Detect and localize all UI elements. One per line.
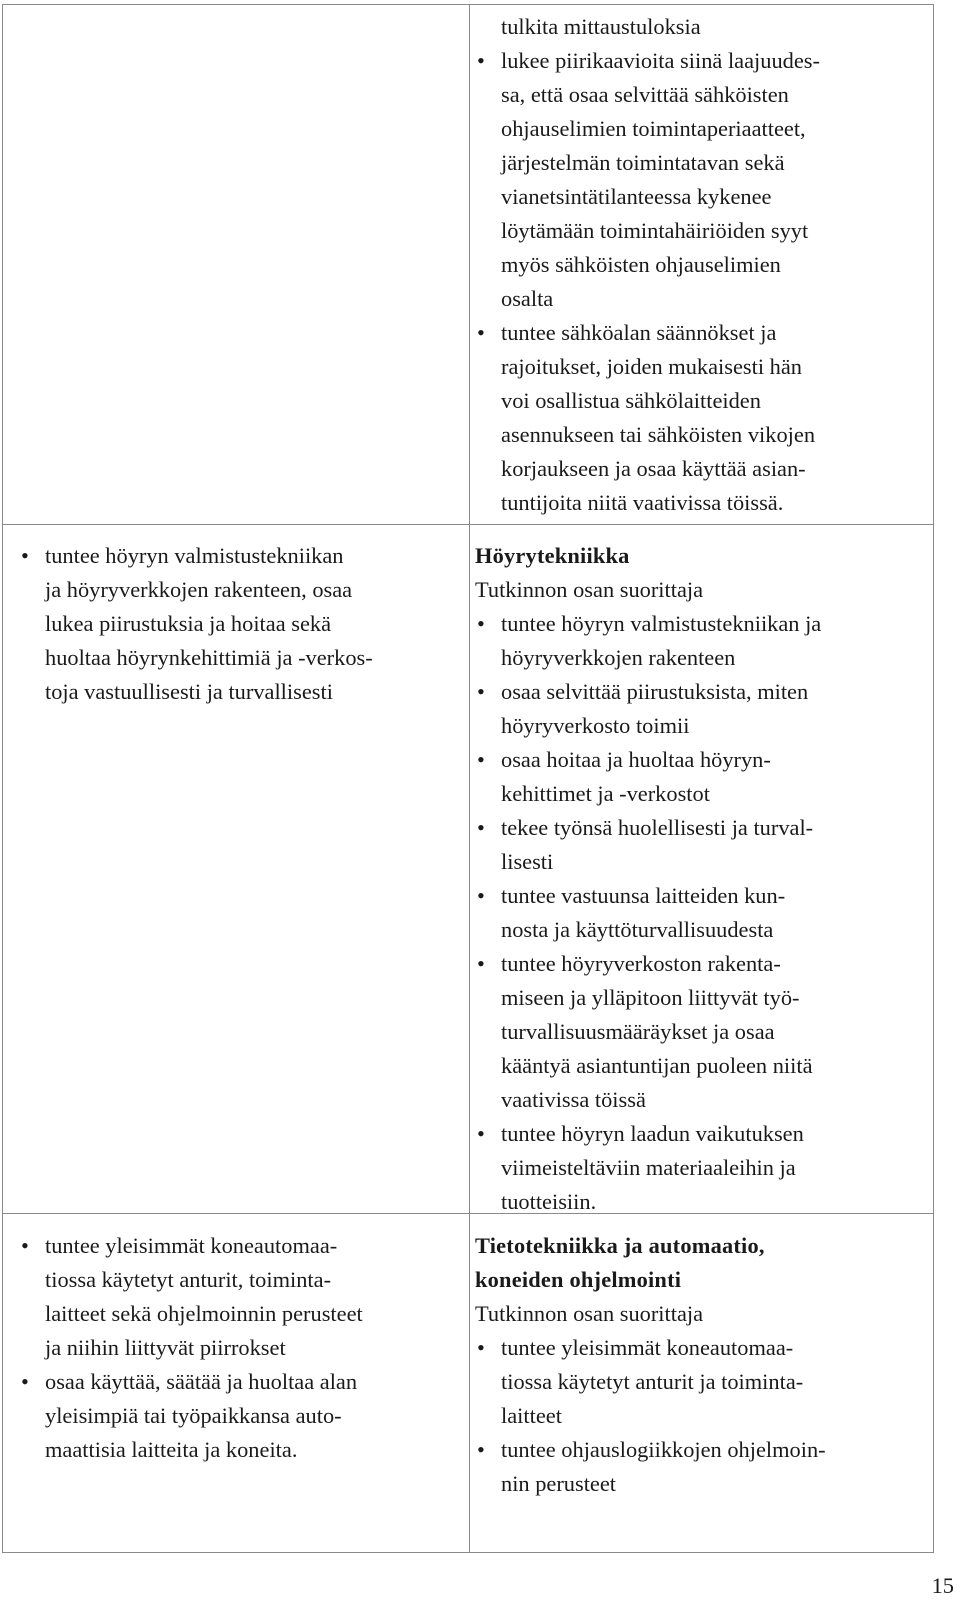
text-line (475, 1365, 931, 1399)
text-line (475, 384, 931, 418)
line-text: tuntee höyryn valmistustekniikan (45, 543, 344, 568)
bullet-icon: • (477, 320, 485, 345)
text-line (19, 1263, 459, 1297)
text-line (19, 607, 459, 641)
line-text: tiossa käytetyt anturit, toiminta- (45, 1267, 332, 1292)
bullet-icon: • (477, 1335, 485, 1360)
line-text: höyryverkosto toimii (501, 713, 690, 738)
bullet-icon: • (477, 747, 485, 772)
line-text: vaativissa töissä (501, 1087, 646, 1112)
text-line (475, 641, 931, 675)
bullet-item-line (475, 1433, 931, 1467)
page-number: 15 (931, 1573, 954, 1598)
text-line (475, 1399, 931, 1433)
line-text: tuntee ohjauslogiikkojen ohjelmoin- (501, 1437, 826, 1462)
text-line (475, 350, 931, 384)
line-text: korjaukseen ja osaa käyttää asian- (501, 456, 806, 481)
line-text: tuntijoita niitä vaativissa töissä. (501, 490, 784, 515)
line-text: tuotteisiin. (501, 1189, 597, 1214)
bullet-icon: • (477, 951, 485, 976)
line-text: lukea piirustuksia ja hoitaa sekä (45, 611, 332, 636)
text-line (475, 282, 931, 316)
text-line (19, 1399, 459, 1433)
bullet-icon: • (21, 543, 29, 568)
text-line (19, 641, 459, 675)
line-text: lukee piirikaavioita siinä laajuudes- (501, 48, 820, 73)
bullet-item-line (475, 44, 931, 78)
section-heading (475, 539, 931, 573)
line-text: rajoitukset, joiden mukaisesti hän (501, 354, 802, 379)
line-text: osalta (501, 286, 554, 311)
text-line (19, 675, 459, 709)
text-line (19, 1297, 459, 1331)
text-line (475, 913, 931, 947)
section-heading (475, 1229, 931, 1263)
line-text: lisesti (501, 849, 554, 874)
line-text: kehittimet ja -verkostot (501, 781, 710, 806)
text-line (475, 1049, 931, 1083)
line-text: huoltaa höyrynkehittimiä ja -verkos- (45, 645, 373, 670)
line-text: laitteet sekä ohjelmoinnin perusteet (45, 1301, 363, 1326)
line-text: turvallisuusmääräykset ja osaa (501, 1019, 775, 1044)
line-text: osaa hoitaa ja huoltaa höyryn- (501, 747, 771, 772)
bullet-item-line (475, 607, 931, 641)
line-text: koneiden ohjelmointi (475, 1267, 682, 1292)
line-text: tuntee yleisimmät koneautomaa- (45, 1233, 338, 1258)
line-text: tuntee vastuunsa laitteiden kun- (501, 883, 786, 908)
bullet-icon: • (477, 883, 485, 908)
text-line (475, 573, 931, 607)
bullet-item-line (475, 1331, 931, 1365)
line-text: tuntee höyryn valmistustekniikan ja (501, 611, 822, 636)
line-text: tulkita mittaustuloksia (501, 14, 701, 39)
row-divider-1 (3, 524, 933, 525)
text-line (475, 1151, 931, 1185)
line-text: sa, että osaa selvittää sähköisten (501, 82, 789, 107)
text-line (19, 1433, 459, 1467)
bullet-item-line (19, 1365, 459, 1399)
line-text: löytämään toimintahäiriöiden syyt (501, 218, 809, 243)
line-text: nin perusteet (501, 1471, 617, 1496)
line-text: voi osallistua sähkölaitteiden (501, 388, 761, 413)
row3-right-cell (475, 1229, 931, 1501)
line-text: tuntee sähköalan säännökset ja (501, 320, 777, 345)
line-text: Höyrytekniikka (475, 543, 630, 568)
text-line (475, 112, 931, 146)
text-line (475, 1467, 931, 1501)
text-line (19, 1331, 459, 1365)
line-text: tuntee höyryn laadun vaikutuksen (501, 1121, 804, 1146)
line-text: Tutkinnon osan suorittaja (475, 1301, 704, 1326)
text-line (475, 845, 931, 879)
line-text: osaa käyttää, säätää ja huoltaa alan (45, 1369, 358, 1394)
bullet-item-line (475, 879, 931, 913)
text-line (475, 180, 931, 214)
text-line (475, 1185, 931, 1219)
text-line (19, 573, 459, 607)
line-text: osaa selvittää piirustuksista, miten (501, 679, 809, 704)
text-line (475, 248, 931, 282)
line-text: yleisimpiä tai työpaikkansa auto- (45, 1403, 342, 1428)
line-text: ja niihin liittyvät piirrokset (45, 1335, 286, 1360)
line-text: höyryverkkojen rakenteen (501, 645, 736, 670)
line-text: Tietotekniikka ja automaatio, (475, 1233, 765, 1258)
bullet-icon: • (477, 611, 485, 636)
bullet-icon: • (21, 1233, 29, 1258)
text-line (475, 709, 931, 743)
text-line (475, 1083, 931, 1117)
text-line (475, 146, 931, 180)
bullet-icon: • (477, 679, 485, 704)
bullet-item-line (475, 811, 931, 845)
line-text: toja vastuullisesti ja turvallisesti (45, 679, 333, 704)
bullet-item-line (475, 947, 931, 981)
line-text: tiossa käytetyt anturit ja toiminta- (501, 1369, 804, 1394)
bullet-item-line (19, 539, 459, 573)
line-text: laitteet (501, 1403, 562, 1428)
bullet-item-line (475, 316, 931, 350)
bullet-icon: • (477, 815, 485, 840)
text-line (475, 10, 931, 44)
bullet-icon: • (477, 1437, 485, 1462)
bullet-item-line (475, 743, 931, 777)
column-divider (469, 5, 470, 1552)
text-line (475, 486, 931, 520)
line-text: järjestelmän toimintatavan sekä (501, 150, 785, 175)
row2-right-cell (475, 539, 931, 1219)
line-text: miseen ja ylläpitoon liittyvät työ- (501, 985, 800, 1010)
text-line (475, 452, 931, 486)
line-text: vianetsintätilanteessa kykenee (501, 184, 772, 209)
line-text: ohjauselimien toimintaperiaatteet, (501, 116, 806, 141)
line-text: tekee työnsä huolellisesti ja turval- (501, 815, 814, 840)
row1-right-cell (475, 10, 931, 520)
line-text: asennukseen tai sähköisten vikojen (501, 422, 816, 447)
bullet-item-line (19, 1229, 459, 1263)
line-text: ja höyryverkkojen rakenteen, osaa (45, 577, 353, 602)
bullet-icon: • (477, 48, 485, 73)
bullet-icon: • (21, 1369, 29, 1394)
section-heading (475, 1263, 931, 1297)
text-line (475, 418, 931, 452)
text-line (475, 214, 931, 248)
content-table (2, 4, 934, 1553)
line-text: myös sähköisten ohjauselimien (501, 252, 781, 277)
text-line (475, 777, 931, 811)
line-text: viimeisteltäviin materiaaleihin ja (501, 1155, 796, 1180)
line-text: tuntee höyryverkoston rakenta- (501, 951, 781, 976)
bullet-item-line (475, 675, 931, 709)
line-text: maattisia laitteita ja koneita. (45, 1437, 298, 1462)
text-line (475, 1015, 931, 1049)
row3-left-cell (19, 1229, 459, 1467)
row2-left-cell (19, 539, 459, 709)
text-line (475, 78, 931, 112)
bullet-icon: • (477, 1121, 485, 1146)
line-text: kääntyä asiantuntijan puoleen niitä (501, 1053, 813, 1078)
text-line (475, 981, 931, 1015)
line-text: tuntee yleisimmät koneautomaa- (501, 1335, 794, 1360)
text-line (475, 1297, 931, 1331)
line-text: Tutkinnon osan suorittaja (475, 577, 704, 602)
bullet-item-line (475, 1117, 931, 1151)
line-text: nosta ja käyttöturvallisuudesta (501, 917, 774, 942)
